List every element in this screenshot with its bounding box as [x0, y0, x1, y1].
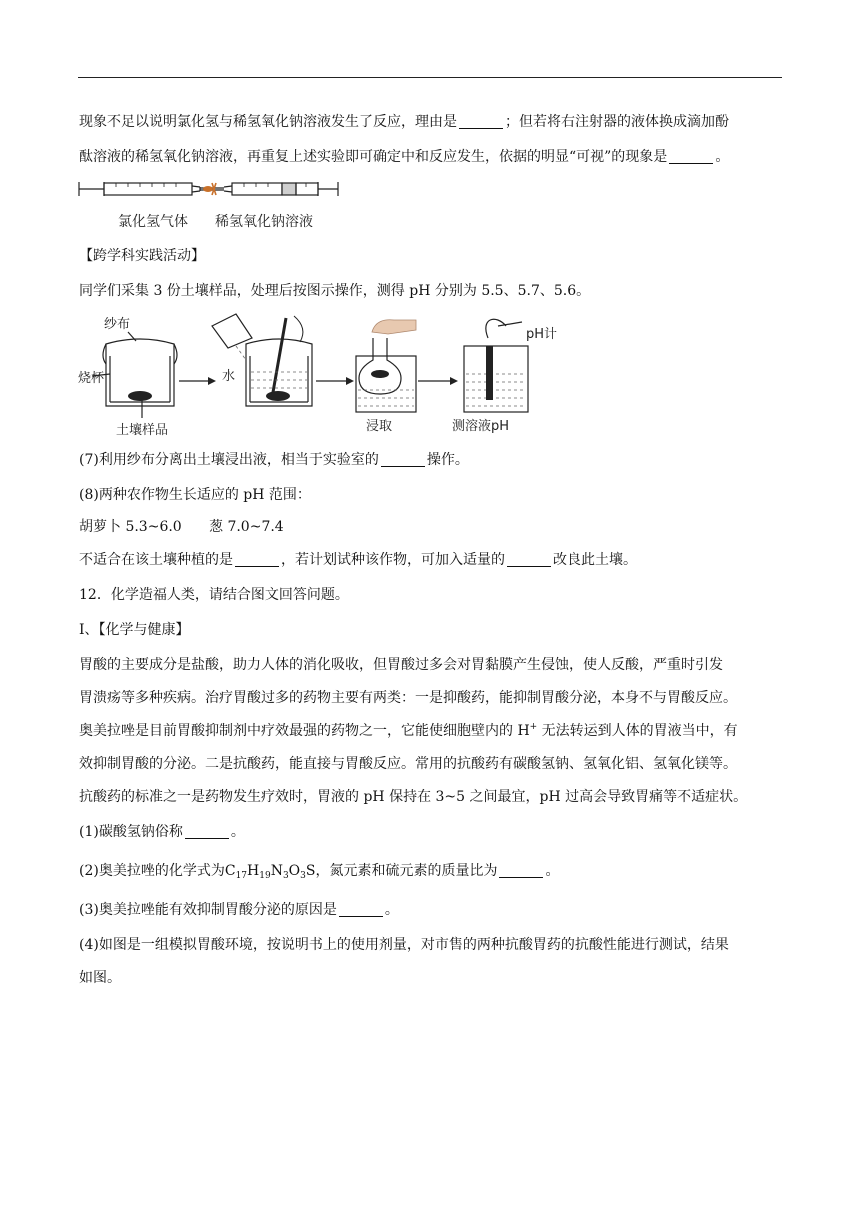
text: ，若计划试种该作物，可加入适量的	[281, 552, 505, 568]
q8-answer-line	[79, 550, 637, 570]
h-ion	[517, 723, 537, 739]
text: 改良此土壤。	[553, 552, 637, 568]
answer-blank[interactable]	[499, 863, 543, 878]
text: 无法转运到人体的胃液当中，有	[541, 723, 738, 739]
text: ，氮元素和硫元素的质量比为	[315, 863, 498, 879]
syringe-left-label: 氯化氢气体	[118, 214, 188, 230]
soil-experiment-figure	[76, 308, 596, 442]
text: 不适合在该土壤种植的是	[79, 552, 233, 568]
q12-title: 12．化学造福人类，请结合图文回答问题。	[79, 587, 349, 603]
q8-line: (8)两种农作物生长适应的 pH 范围：	[79, 487, 311, 503]
stirring-rod	[272, 318, 286, 398]
hand-icon	[372, 320, 416, 334]
label-leach: 浸取	[366, 419, 393, 434]
answer-blank[interactable]	[381, 452, 425, 467]
q12-paragraph-5: 抗酸药的标准之一是药物发生疗效时，胃液的 pH 保持在 3~5 之间最宜，pH 过高会导致胃痛等不适症状。	[79, 789, 748, 805]
q12-sub-1	[79, 822, 245, 842]
text: (3)奥美拉唑能有效抑制胃酸分泌的原因是	[79, 902, 337, 918]
q12-sub-4-line-1: (4)如图是一组模拟胃酸环境，按说明书上的使用剂量，对市售的两种抗酸胃药的抗酸性能进行测试，结果	[79, 937, 729, 953]
text: 。	[230, 824, 245, 840]
crop-range-1: 胡萝卜 5.3~6.0	[79, 519, 182, 535]
crop-range-2: 葱 7.0~7.4	[209, 519, 284, 535]
syringe-figure	[76, 176, 346, 238]
q12-paragraph-2: 胃溃疡等多种疾病。治疗胃酸过多的药物主要有两类：一是抑酸药，能抑制胃酸分泌，本身不与胃酸反应。	[79, 690, 737, 706]
text: 操作。	[426, 452, 469, 468]
text: (1)碳酸氢钠俗称	[79, 824, 183, 840]
text: ；但若将右注射器的液体换成滴加酚	[505, 114, 729, 130]
ph-probe	[486, 346, 493, 400]
syringe-right-label: 稀氢氧化钠溶液	[215, 214, 313, 230]
text: 现象不足以说明氯化氢与稀氢氧化钠溶液发生了反应，理由是	[79, 114, 457, 130]
header-rule	[78, 77, 782, 78]
liquid-fill	[282, 183, 296, 195]
q12-paragraph-3	[79, 721, 738, 741]
soil-pile	[266, 391, 290, 401]
label-water: 水	[222, 369, 236, 384]
section-title: 【跨学科实践活动】	[79, 248, 205, 264]
label-gauze: 纱布	[104, 317, 131, 332]
answer-blank[interactable]	[507, 552, 551, 567]
label-beaker: 烧杯	[78, 371, 105, 386]
answer-blank[interactable]	[339, 902, 383, 917]
q12-section: Ⅰ、【化学与健康】	[79, 622, 190, 638]
text: (7)利用纱布分离出土壤浸出液，相当于实验室的	[79, 452, 379, 468]
text: 。	[545, 863, 560, 879]
label-ph-meter: pH计	[526, 327, 558, 342]
q12-sub-3	[79, 900, 399, 920]
answer-blank[interactable]	[185, 824, 229, 839]
text: (2)奥美拉唑的化学式为	[79, 863, 225, 879]
ion-symbol: H	[517, 723, 530, 739]
q7-line	[79, 450, 469, 470]
text: 奥美拉唑是目前胃酸抑制剂中疗效最强的药物之一，它能使细胞壁内的	[79, 723, 513, 739]
text: 。	[384, 902, 399, 918]
q12-sub-2	[79, 861, 559, 881]
q12-paragraph-4: 效抑制胃酸的分泌。二是抗酸药，能直接与胃酸反应。常用的抗酸药有碳酸氢钠、氢氧化铝、氢氧化镁等。	[79, 756, 737, 772]
answer-blank[interactable]	[235, 552, 279, 567]
chemical-formula: $C_{17}H_{19}N_3O_3S$	[224, 863, 316, 881]
soil-pile	[128, 391, 152, 401]
answer-blank[interactable]	[459, 114, 503, 129]
intro-text: 同学们采集 3 份土壤样品，处理后按图示操作，测得 pH 分别为 5.5、5.7、5.6。	[79, 283, 591, 299]
label-soil: 土壤样品	[116, 423, 169, 438]
soil-pile	[371, 370, 389, 378]
answer-blank[interactable]	[669, 149, 713, 164]
q12-sub-4-line-2: 如图。	[79, 970, 121, 986]
q11-line-2	[79, 147, 729, 167]
label-measure: 测溶液pH	[452, 419, 510, 434]
text: 。	[715, 149, 730, 165]
q12-paragraph-1: 胃酸的主要成分是盐酸，助力人体的消化吸收，但胃酸过多会对胃黏膜产生侵蚀，使人反酸，严重时引发	[79, 657, 723, 673]
text: 酞溶液的稀氢氧化钠溶液，再重复上述实验即可确定中和反应发生，依据的明显“可视”的现象是	[79, 149, 668, 165]
q11-line-1	[79, 112, 729, 132]
ion-charge: +	[529, 722, 538, 732]
clip-icon	[203, 183, 216, 195]
